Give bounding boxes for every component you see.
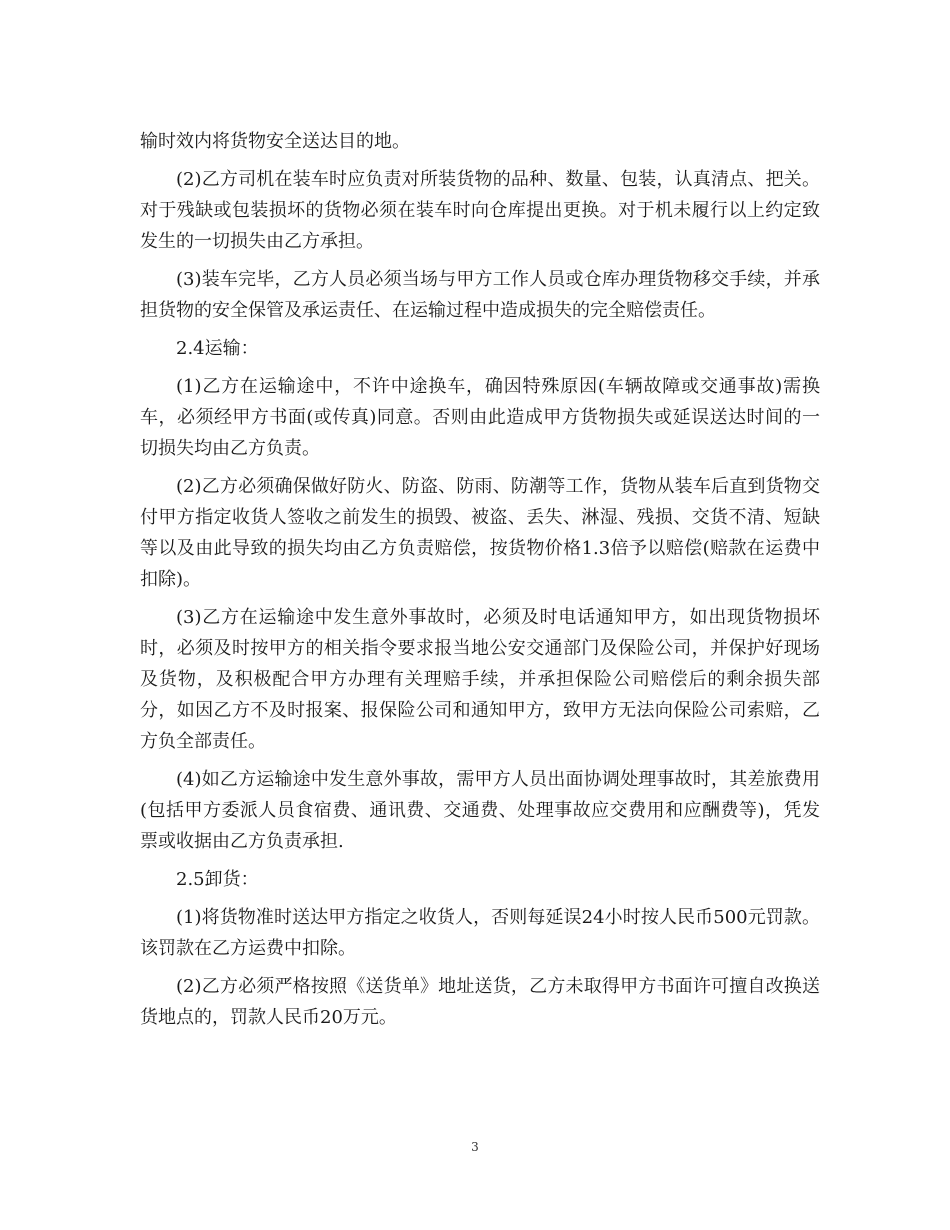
paragraph-unloading-address: (2)乙方必须严格按照《送货单》地址送货，乙方未取得甲方书面许可擅自改换送货地点的，罚款人民币20万元。 [140, 976, 820, 1028]
paragraph-transport-protection: (2)乙方必须确保做好防火、防盗、防雨、防潮等工作，货物从装车后直到货物交付甲方指定收货人签收之前发生的损毁、被盗、丢失、淋湿、残损、交货不清、短缺等以及由此导致的损失均由乙方负责赔偿，按货物价格1.3倍予以赔偿(赔款在运费中扣除)。 [140, 476, 820, 590]
paragraph-unloading-delay: (1)将货物准时送达甲方指定之收货人，否则每延误24小时按人民币500元罚款。该罚款在乙方运费中扣除。 [140, 907, 820, 959]
paragraph-transport-no-transfer: (1)乙方在运输途中，不许中途换车，确因特殊原因(车辆故障或交通事故)需换车，必须经甲方书面(或传真)同意。否则由此造成甲方货物损失或延误送达时间的一切损失均由乙方负责。 [140, 376, 820, 459]
paragraph-transport-accident: (3)乙方在运输途中发生意外事故时，必须及时电话通知甲方，如出现货物损坏时，必须及时按甲方的相关指令要求报当地公安交通部门及保险公司，并保护好现场及货物，及积极配合甲方办理有关理赔手续，并承担保险公司赔偿后的剩余损失部分，如因乙方不及时报案、报保险公司和通知甲方，致甲方无法向保险公司索赔，乙方负全部责任。 [140, 607, 820, 752]
document-body [140, 126, 820, 1040]
section-heading-unloading: 2.5卸货： [176, 869, 259, 890]
paragraph-loading-check: (2)乙方司机在装车时应负责对所装货物的品种、数量、包装，认真清点、把关。对于残缺或包装损坏的货物必须在装车时向仓库提出更换。对于机未履行以上约定致发生的一切损失由乙方承担。 [140, 169, 820, 252]
paragraph-transport-expenses: (4)如乙方运输途中发生意外事故，需甲方人员出面协调处理事故时，其差旅费用(包括甲方委派人员食宿费、通讯费、交通费、处理事故应交费用和应酬费等)，凭发票或收据由乙方负责承担. [140, 769, 820, 852]
section-heading-transport: 2.4运输： [176, 338, 259, 359]
paragraph-continuation: 输时效内将货物安全送达目的地。 [140, 131, 410, 152]
page-number: 3 [471, 1140, 479, 1154]
paragraph-loading-handover: (3)装车完毕，乙方人员必须当场与甲方工作人员或仓库办理货物移交手续，并承担货物的安全保管及承运责任、在运输过程中造成损失的完全赔偿责任。 [140, 269, 820, 321]
